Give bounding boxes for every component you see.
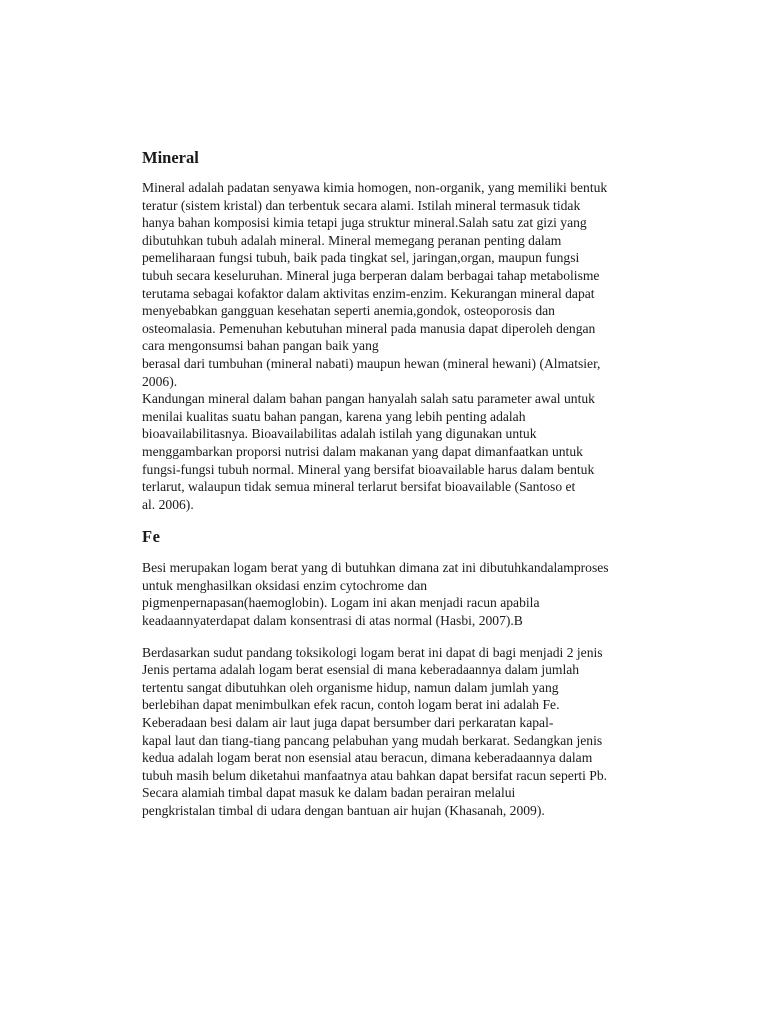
text-line: menggambarkan proporsi nutrisi dalam makanan yang dapat dimanfaatkan untuk xyxy=(142,443,583,459)
text-line: fungsi-fungsi tubuh normal. Mineral yang bersifat bioavailable harus dalam bentuk xyxy=(142,461,595,477)
text-line: teratur (sistem kristal) dan terbentuk secara alami. Istilah mineral termasuk tidak xyxy=(142,197,581,213)
text-line: pemeliharaan fungsi tubuh, baik pada tingkat sel, jaringan,organ, maupun fungsi xyxy=(142,250,580,266)
paragraph-mineral-definition xyxy=(142,179,666,390)
text-line: dibutuhkan tubuh adalah mineral. Mineral memegang peranan penting dalam xyxy=(142,232,562,248)
text-line: kapal laut dan tiang-tiang pancang pelabuhan yang mudah berkarat. Sedangkan jenis xyxy=(142,732,603,748)
text-line: Mineral adalah padatan senyawa kimia homogen, non-organik, yang memiliki bentuk xyxy=(142,180,608,195)
text-line: tubuh secara keseluruhan. Mineral juga berperan dalam berbagai tahap metabolisme xyxy=(142,267,600,283)
text-line: keadaannyaterdapat dalam konsentrasi di atas normal (Hasbi, 2007).B xyxy=(142,613,523,629)
text-line: menyebabkan gangguan kesehatan seperti anemia,gondok, osteoporosis dan xyxy=(142,303,555,319)
text-line: Berdasarkan sudut pandang toksikologi logam berat ini dapat di bagi menjadi 2 jenis xyxy=(142,644,603,660)
text-line: Keberadaan besi dalam air laut juga dapat bersumber dari perkaratan kapal- xyxy=(142,715,554,731)
text-line: pengkristalan timbal di udara dengan bantuan air hujan (Khasanah, 2009). xyxy=(142,803,545,818)
text-line: bioavailabilitasnya. Bioavailabilitas adalah istilah yang digunakan untuk xyxy=(142,426,537,442)
paragraph-fe-toxicology xyxy=(142,644,666,820)
text-line: terutama sebagai kofaktor dalam aktivitas enzim-enzim. Kekurangan mineral dapat xyxy=(142,285,595,301)
section-heading-mineral: Mineral xyxy=(142,148,199,167)
text-line: berasal dari tumbuhan (mineral nabati) maupun hewan (mineral hewani) (Almatsier, xyxy=(142,355,601,371)
paragraph-spacer xyxy=(142,630,666,644)
text-line: al. 2006). xyxy=(142,496,194,512)
text-line: Secara alamiah timbal dapat masuk ke dalam badan perairan melalui xyxy=(142,785,516,801)
text-line: Besi merupakan logam berat yang di butuhkan dimana zat ini dibutuhkandalamproses xyxy=(142,560,609,576)
text-line: terlarut, walaupun tidak semua mineral terlarut bersifat bioavailable (Santoso et xyxy=(142,479,576,495)
text-line: cara mengonsumsi bahan pangan baik yang xyxy=(142,338,379,354)
text-line: pigmenpernapasan(haemoglobin). Logam ini akan menjadi racun apabila xyxy=(142,595,540,611)
paragraph-fe-function xyxy=(142,559,666,629)
document-page xyxy=(142,148,666,820)
text-line: tertentu sangat dibutuhkan oleh organisme hidup, namun dalam jumlah yang xyxy=(142,679,559,695)
text-line: kedua adalah logam berat non esensial atau beracun, dimana keberadaannya dalam xyxy=(142,750,593,766)
section-heading-fe: Fe xyxy=(142,527,161,547)
paragraph-mineral-bioavailability xyxy=(142,390,666,513)
text-line: 2006). xyxy=(142,373,178,389)
text-line: Kandungan mineral dalam bahan pangan hanyalah salah satu parameter awal untuk xyxy=(142,391,595,407)
text-line: untuk menghasilkan oksidasi enzim cytochrome dan xyxy=(142,577,428,593)
text-line: hanya bahan komposisi kimia tetapi juga struktur mineral.Salah satu zat gizi yang xyxy=(142,215,587,231)
text-line: Jenis pertama adalah logam berat esensial di mana keberadaannya dalam jumlah xyxy=(142,662,580,678)
text-line: menilai kualitas suatu bahan pangan, karena yang lebih penting adalah xyxy=(142,408,526,424)
text-line: tubuh masih belum diketahui manfaatnya atau bahkan dapat bersifat racun seperti Pb. xyxy=(142,767,608,783)
text-line: osteomalasia. Pemenuhan kebutuhan mineral pada manusia dapat diperoleh dengan xyxy=(142,320,596,336)
text-line: berlebihan dapat menimbulkan efek racun, contoh logam berat ini adalah Fe. xyxy=(142,697,560,713)
